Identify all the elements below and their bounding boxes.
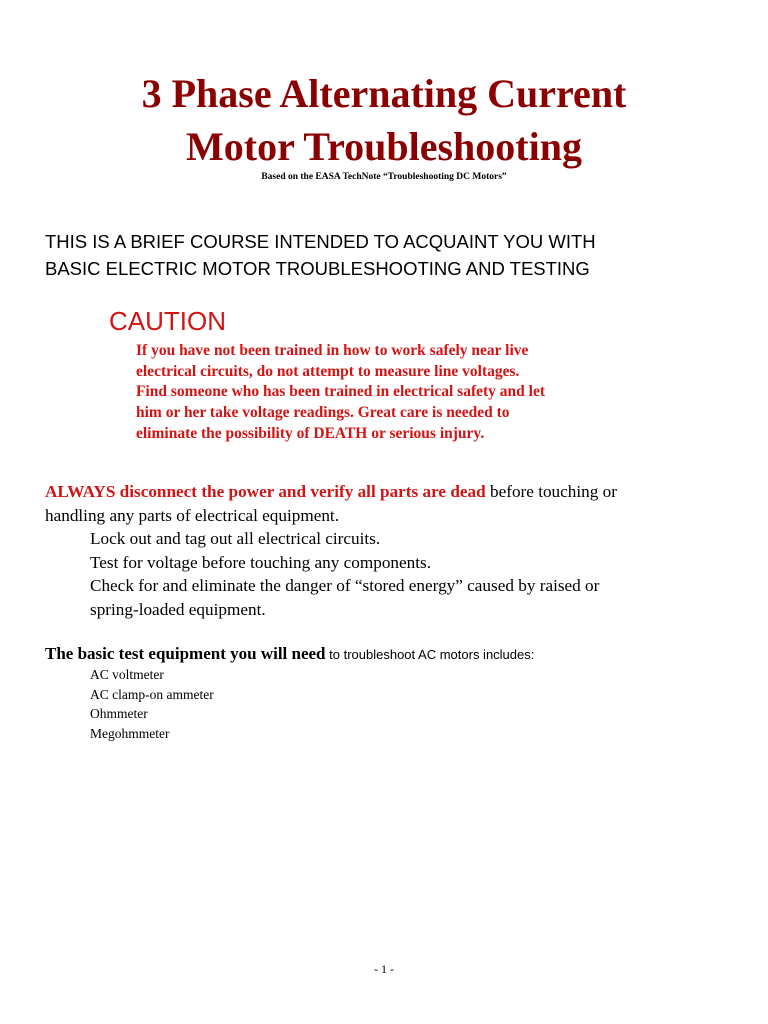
equipment-intro xyxy=(45,643,745,666)
safety-step: Lock out and tag out all electrical circuits. xyxy=(90,529,381,548)
intro-line-2: BASIC ELECTRIC MOTOR TROUBLESHOOTING AND TESTING xyxy=(45,258,590,279)
intro-paragraph xyxy=(45,228,745,282)
equipment-list xyxy=(90,665,214,743)
equipment-intro-bold: The basic test equipment you will need xyxy=(45,644,326,663)
equipment-intro-rest: to troubleshoot AC motors includes: xyxy=(325,647,535,662)
document-title-line-2: Motor Troubleshooting xyxy=(186,124,582,169)
list-item: Megohmmeter xyxy=(90,725,170,741)
caution-text xyxy=(136,341,696,445)
list-item: AC clamp-on ammeter xyxy=(90,686,214,702)
caution-line: eliminate the possibility of DEATH or serious injury. xyxy=(136,424,485,442)
safety-first-line xyxy=(45,480,745,504)
safety-step: Check for and eliminate the danger of “stored energy” caused by raised or xyxy=(90,576,600,595)
document-subtitle: Based on the EASA TechNote “Troubleshooting DC Motors” xyxy=(261,172,507,182)
page-number: - 1 - xyxy=(374,962,394,976)
document-title-line-1: 3 Phase Alternating Current xyxy=(141,71,627,116)
always-disconnect-warning: ALWAYS disconnect the power and verify all parts are dead xyxy=(45,482,486,501)
caution-line: electrical circuits, do not attempt to measure line voltages. xyxy=(136,362,520,380)
list-item: AC voltmeter xyxy=(90,667,164,682)
safety-step: spring-loaded equipment. xyxy=(90,599,266,619)
safety-second-line: handling any parts of electrical equipment. xyxy=(45,505,339,525)
list-item: Ohmmeter xyxy=(90,706,148,721)
caution-heading: CAUTION xyxy=(109,306,226,336)
caution-line: Find someone who has been trained in electrical safety and let xyxy=(136,383,546,401)
caution-line: If you have not been trained in how to work safely near live xyxy=(136,342,529,359)
safety-first-line-rest: before touching or xyxy=(485,482,617,501)
safety-step: Test for voltage before touching any components. xyxy=(90,552,432,572)
caution-line: him or her take voltage readings. Great care is needed to xyxy=(136,404,510,422)
intro-line-1: THIS IS A BRIEF COURSE INTENDED TO ACQUAINT YOU WITH xyxy=(45,231,596,252)
safety-instructions xyxy=(45,480,745,621)
